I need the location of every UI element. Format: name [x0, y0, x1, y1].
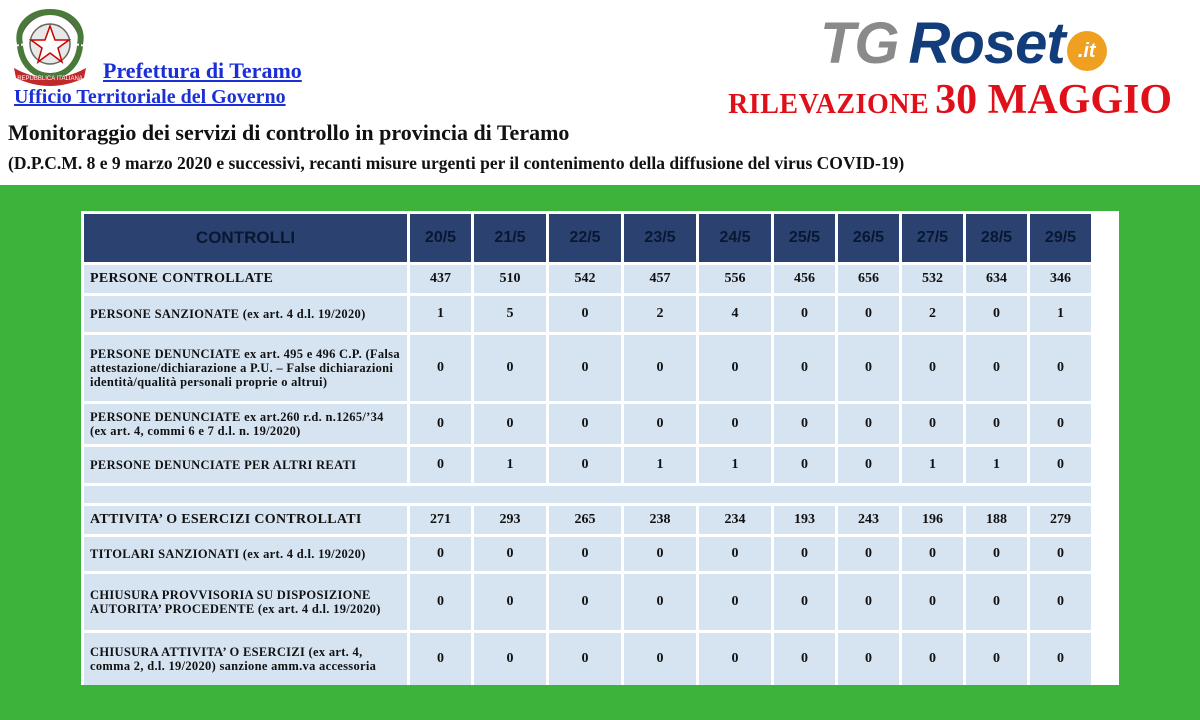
cell-value: 0 — [474, 404, 546, 444]
cell-value: 0 — [966, 335, 1027, 401]
cell-value: 0 — [474, 574, 546, 630]
row-label: CHIUSURA ATTIVITA’ O ESERCIZI (ex art. 4, comma 2, d.l. 19/2020) sanzione amm.va accessoria — [84, 633, 407, 685]
cell-value: 0 — [966, 296, 1027, 332]
cell-value: 0 — [966, 633, 1027, 685]
cell-value: 0 — [774, 574, 835, 630]
cell-value: 457 — [624, 265, 696, 293]
cell-value: 0 — [966, 574, 1027, 630]
row-label: ATTIVITA’ O ESERCIZI CONTROLLATI — [84, 506, 407, 534]
cell-value: 0 — [902, 404, 963, 444]
cell-value: 0 — [474, 633, 546, 685]
cell-value: 0 — [699, 574, 771, 630]
cell-value: 0 — [474, 335, 546, 401]
header-date: 29/5 — [1030, 214, 1091, 262]
cell-value: 0 — [410, 633, 471, 685]
cell-value: 0 — [774, 633, 835, 685]
cell-value: 532 — [902, 265, 963, 293]
table-row — [84, 404, 1091, 444]
tg-roseto-logo — [820, 10, 1107, 76]
controls-table — [81, 211, 1094, 685]
cell-value: 0 — [966, 404, 1027, 444]
cell-value: 234 — [699, 506, 771, 534]
cell-value: 0 — [1030, 574, 1091, 630]
cell-value: 0 — [774, 404, 835, 444]
separator-cell — [84, 486, 1091, 503]
rilevazione-banner — [728, 76, 1172, 124]
cell-value: 265 — [549, 506, 621, 534]
table-row — [84, 537, 1091, 571]
header-date: 24/5 — [699, 214, 771, 262]
logo-roset-text: Roset — [908, 11, 1065, 76]
cell-value: 0 — [1030, 447, 1091, 483]
header-date: 22/5 — [549, 214, 621, 262]
cell-value: 0 — [624, 633, 696, 685]
cell-value: 0 — [774, 335, 835, 401]
row-label: CHIUSURA PROVVISORIA SU DISPOSIZIONE AUTORITA’ PROCEDENTE (ex art. 4 d.l. 19/2020) — [84, 574, 407, 630]
cell-value: 0 — [902, 574, 963, 630]
cell-value: 0 — [549, 404, 621, 444]
monitoring-title: Monitoraggio dei servizi di controllo in provincia di Teramo — [8, 120, 570, 145]
cell-value: 188 — [966, 506, 1027, 534]
cell-value: 0 — [624, 574, 696, 630]
header-date: 25/5 — [774, 214, 835, 262]
cell-value: 0 — [1030, 537, 1091, 571]
cell-value: 0 — [624, 537, 696, 571]
cell-value: 0 — [902, 633, 963, 685]
table-header-row — [84, 214, 1091, 262]
header-controlli: CONTROLLI — [84, 214, 407, 262]
cell-value: 0 — [838, 335, 899, 401]
cell-value: 1 — [902, 447, 963, 483]
cell-value: 656 — [838, 265, 899, 293]
cell-value: 0 — [410, 447, 471, 483]
cell-value: 279 — [1030, 506, 1091, 534]
cell-value: 0 — [699, 335, 771, 401]
cell-value: 0 — [549, 537, 621, 571]
monitoring-subtitle: (D.P.C.M. 8 e 9 marzo 2020 e successivi, recanti misure urgenti per il contenimento della diffusione del virus COVID-19) — [8, 153, 905, 173]
cell-value: 0 — [549, 447, 621, 483]
table-row — [84, 447, 1091, 483]
cell-value: 1 — [410, 296, 471, 332]
prefettura-title: Prefettura di Teramo — [103, 58, 302, 83]
cell-value: 0 — [838, 447, 899, 483]
rilevazione-label: RILEVAZIONE — [728, 89, 930, 120]
cell-value: 0 — [549, 633, 621, 685]
cell-value: 0 — [902, 537, 963, 571]
cell-value: 0 — [774, 537, 835, 571]
row-label: PERSONE DENUNCIATE ex art. 495 e 496 C.P. (Falsa attestazione/dichiarazione a P.U. – False dichiarazioni identità/qualità personali proprie o altrui) — [84, 335, 407, 401]
table-row — [84, 265, 1091, 293]
cell-value: 1 — [624, 447, 696, 483]
header-date: 23/5 — [624, 214, 696, 262]
logo-dotit-badge: .it — [1067, 31, 1107, 71]
cell-value: 456 — [774, 265, 835, 293]
cell-value: 0 — [549, 574, 621, 630]
cell-value: 0 — [774, 447, 835, 483]
table-row — [84, 574, 1091, 630]
cell-value: 243 — [838, 506, 899, 534]
cell-value: 556 — [699, 265, 771, 293]
header-date: 21/5 — [474, 214, 546, 262]
cell-value: 1 — [966, 447, 1027, 483]
header — [0, 0, 1200, 185]
cell-value: 5 — [474, 296, 546, 332]
header-date: 20/5 — [410, 214, 471, 262]
cell-value: 0 — [410, 537, 471, 571]
row-label: PERSONE SANZIONATE (ex art. 4 d.l. 19/2020) — [84, 296, 407, 332]
cell-value: 0 — [624, 335, 696, 401]
table-row — [84, 633, 1091, 685]
section-separator-row — [84, 486, 1091, 503]
row-label: TITOLARI SANZIONATI (ex art. 4 d.l. 19/2020) — [84, 537, 407, 571]
cell-value: 0 — [699, 404, 771, 444]
cell-value: 0 — [838, 404, 899, 444]
cell-value: 437 — [410, 265, 471, 293]
cell-value: 1 — [474, 447, 546, 483]
cell-value: 0 — [838, 537, 899, 571]
italian-republic-emblem — [6, 6, 94, 88]
cell-value: 0 — [838, 574, 899, 630]
cell-value: 4 — [699, 296, 771, 332]
svg-text:REPUBBLICA ITALIANA: REPUBBLICA ITALIANA — [17, 76, 83, 82]
header-date: 26/5 — [838, 214, 899, 262]
cell-value: 0 — [410, 404, 471, 444]
cell-value: 0 — [410, 335, 471, 401]
row-label: PERSONE CONTROLLATE — [84, 265, 407, 293]
cell-value: 0 — [549, 296, 621, 332]
controls-table-frame — [81, 211, 1119, 685]
cell-value: 0 — [1030, 404, 1091, 444]
cell-value: 0 — [838, 296, 899, 332]
cell-value: 542 — [549, 265, 621, 293]
header-date: 28/5 — [966, 214, 1027, 262]
logo-tg-text: TG — [820, 11, 899, 76]
cell-value: 0 — [774, 296, 835, 332]
table-row — [84, 335, 1091, 401]
rilevazione-date: 30 MAGGIO — [935, 77, 1172, 123]
cell-value: 346 — [1030, 265, 1091, 293]
cell-value: 238 — [624, 506, 696, 534]
cell-value: 0 — [699, 633, 771, 685]
cell-value: 0 — [902, 335, 963, 401]
header-date: 27/5 — [902, 214, 963, 262]
cell-value: 0 — [966, 537, 1027, 571]
cell-value: 0 — [549, 335, 621, 401]
prefettura-subtitle: Ufficio Territoriale del Governo — [14, 86, 286, 108]
cell-value: 2 — [902, 296, 963, 332]
cell-value: 634 — [966, 265, 1027, 293]
cell-value: 271 — [410, 506, 471, 534]
cell-value: 0 — [1030, 335, 1091, 401]
cell-value: 196 — [902, 506, 963, 534]
cell-value: 0 — [838, 633, 899, 685]
cell-value: 0 — [699, 537, 771, 571]
table-row — [84, 296, 1091, 332]
table-body — [84, 265, 1091, 685]
row-label: PERSONE DENUNCIATE PER ALTRI REATI — [84, 447, 407, 483]
cell-value: 293 — [474, 506, 546, 534]
table-row — [84, 506, 1091, 534]
cell-value: 510 — [474, 265, 546, 293]
cell-value: 193 — [774, 506, 835, 534]
cell-value: 2 — [624, 296, 696, 332]
cell-value: 1 — [699, 447, 771, 483]
cell-value: 0 — [624, 404, 696, 444]
cell-value: 0 — [410, 574, 471, 630]
cell-value: 1 — [1030, 296, 1091, 332]
cell-value: 0 — [1030, 633, 1091, 685]
cell-value: 0 — [474, 537, 546, 571]
row-label: PERSONE DENUNCIATE ex art.260 r.d. n.1265/’34 (ex art. 4, commi 6 e 7 d.l. n. 19/2020) — [84, 404, 407, 444]
